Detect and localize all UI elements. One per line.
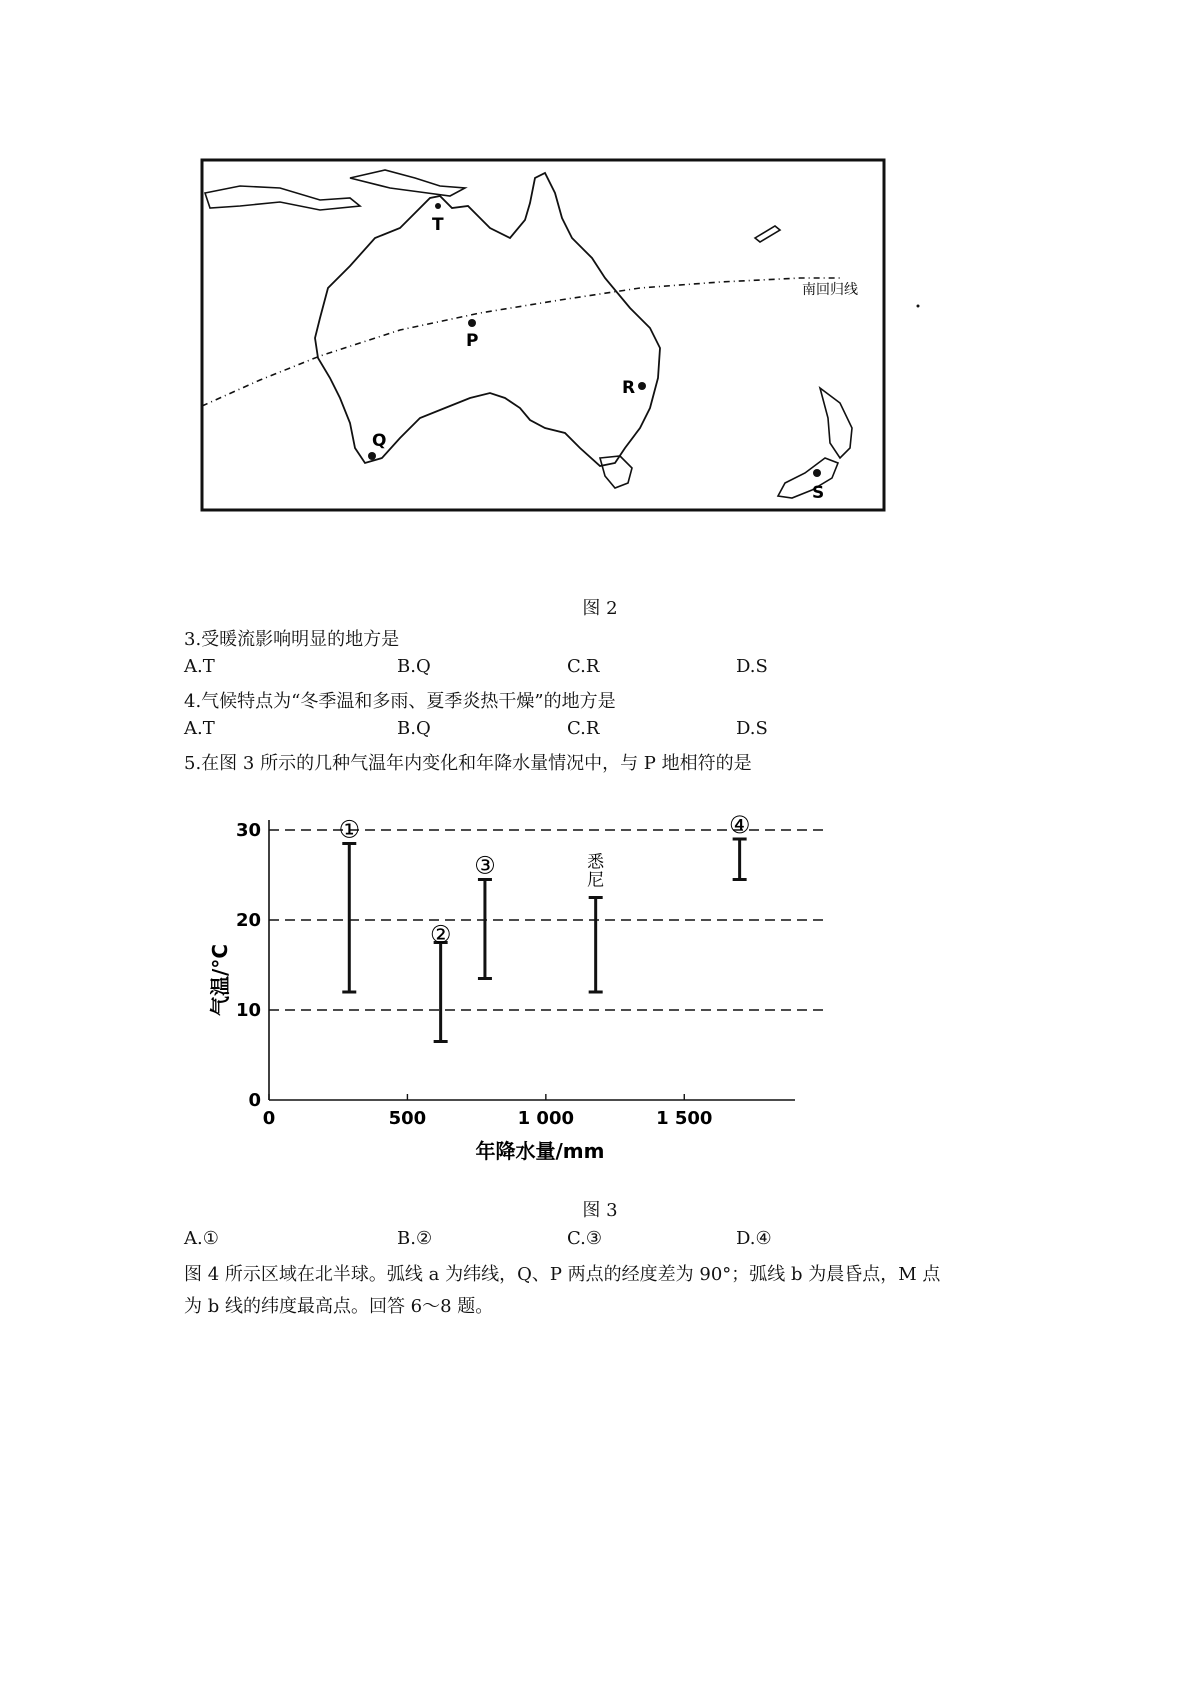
y-axis-label: 气温/°C — [208, 944, 232, 1016]
question-4-option-b[interactable]: B.Q — [397, 718, 431, 739]
series-label: ③ — [474, 851, 496, 880]
question-4-option-a[interactable]: A.T — [184, 718, 215, 739]
point-s-marker — [813, 469, 821, 477]
question-3-option-b[interactable]: B.Q — [397, 656, 431, 677]
x-tick-label: 1 500 — [656, 1108, 713, 1129]
indonesia-islands — [205, 186, 360, 210]
y-tick-label: 20 — [235, 910, 261, 931]
x-tick-label: 1 000 — [517, 1108, 575, 1129]
map-frame — [202, 160, 884, 510]
intro-line-2: 为 b 线的纬度最高点。回答 6～8 题。 — [184, 1296, 494, 1317]
question-5-text: 5.在图 3 所示的几种气温年内变化和年降水量情况中，与 P 地相符的是 — [184, 753, 752, 774]
australia-map — [200, 158, 940, 518]
question-4-option-c[interactable]: C.R — [567, 718, 600, 739]
point-q-label: Q — [372, 431, 387, 451]
question-3-text: 3.受暖流影响明显的地方是 — [184, 629, 400, 650]
point-p-label: P — [466, 331, 479, 351]
australia-coast — [315, 173, 660, 466]
tropic-label: 南回归线 — [802, 282, 858, 298]
temperature-precipitation-chart — [205, 800, 845, 1180]
figure2-caption: 图 2 — [582, 598, 618, 619]
question-4-text: 4.气候特点为“冬季温和多雨、夏季炎热干燥”的地方是 — [184, 691, 616, 712]
question-3-option-a[interactable]: A.T — [184, 656, 215, 677]
point-t-marker — [435, 203, 441, 209]
y-tick-label: 30 — [235, 820, 261, 841]
question-5-option-a[interactable]: A.① — [184, 1228, 219, 1249]
new-zealand-south — [778, 458, 838, 498]
intro-line-1: 图 4 所示区域在北半球。弧线 a 为纬线，Q、P 两点的经度差为 90°；弧线 b 为晨昏点，M 点 — [184, 1264, 941, 1285]
series-label: ④ — [728, 811, 751, 839]
x-axis-label: 年降水量/mm — [475, 1139, 605, 1163]
figure3-caption: 图 3 — [582, 1200, 618, 1221]
x-tick-label: 0 — [262, 1108, 276, 1129]
y-tick-label: 10 — [235, 1000, 261, 1021]
question-5-option-c[interactable]: C.③ — [567, 1228, 602, 1249]
tropic-line — [202, 278, 840, 406]
new-zealand-north — [820, 388, 852, 458]
series-label: 尼 — [587, 870, 605, 891]
x-tick-label: 500 — [388, 1108, 427, 1129]
point-q-marker — [368, 452, 376, 460]
point-r-marker — [638, 382, 646, 390]
point-r-label: R — [622, 378, 636, 398]
series-label: 悉 — [587, 852, 605, 873]
series-label: ② — [429, 920, 452, 949]
point-t-label: T — [432, 215, 444, 235]
new-caledonia — [755, 226, 780, 242]
point-p-marker — [468, 319, 476, 327]
question-3-option-d[interactable]: D.S — [736, 656, 768, 677]
point-s-label: S — [812, 483, 825, 503]
series-label: ① — [338, 815, 361, 844]
question-3-option-c[interactable]: C.R — [567, 656, 600, 677]
stray-dot — [917, 305, 920, 308]
question-5-option-d[interactable]: D.④ — [736, 1228, 772, 1249]
question-5-option-b[interactable]: B.② — [397, 1228, 433, 1249]
new-guinea-coast — [350, 170, 465, 196]
y-tick-label: 0 — [248, 1090, 261, 1111]
question-4-option-d[interactable]: D.S — [736, 718, 768, 739]
